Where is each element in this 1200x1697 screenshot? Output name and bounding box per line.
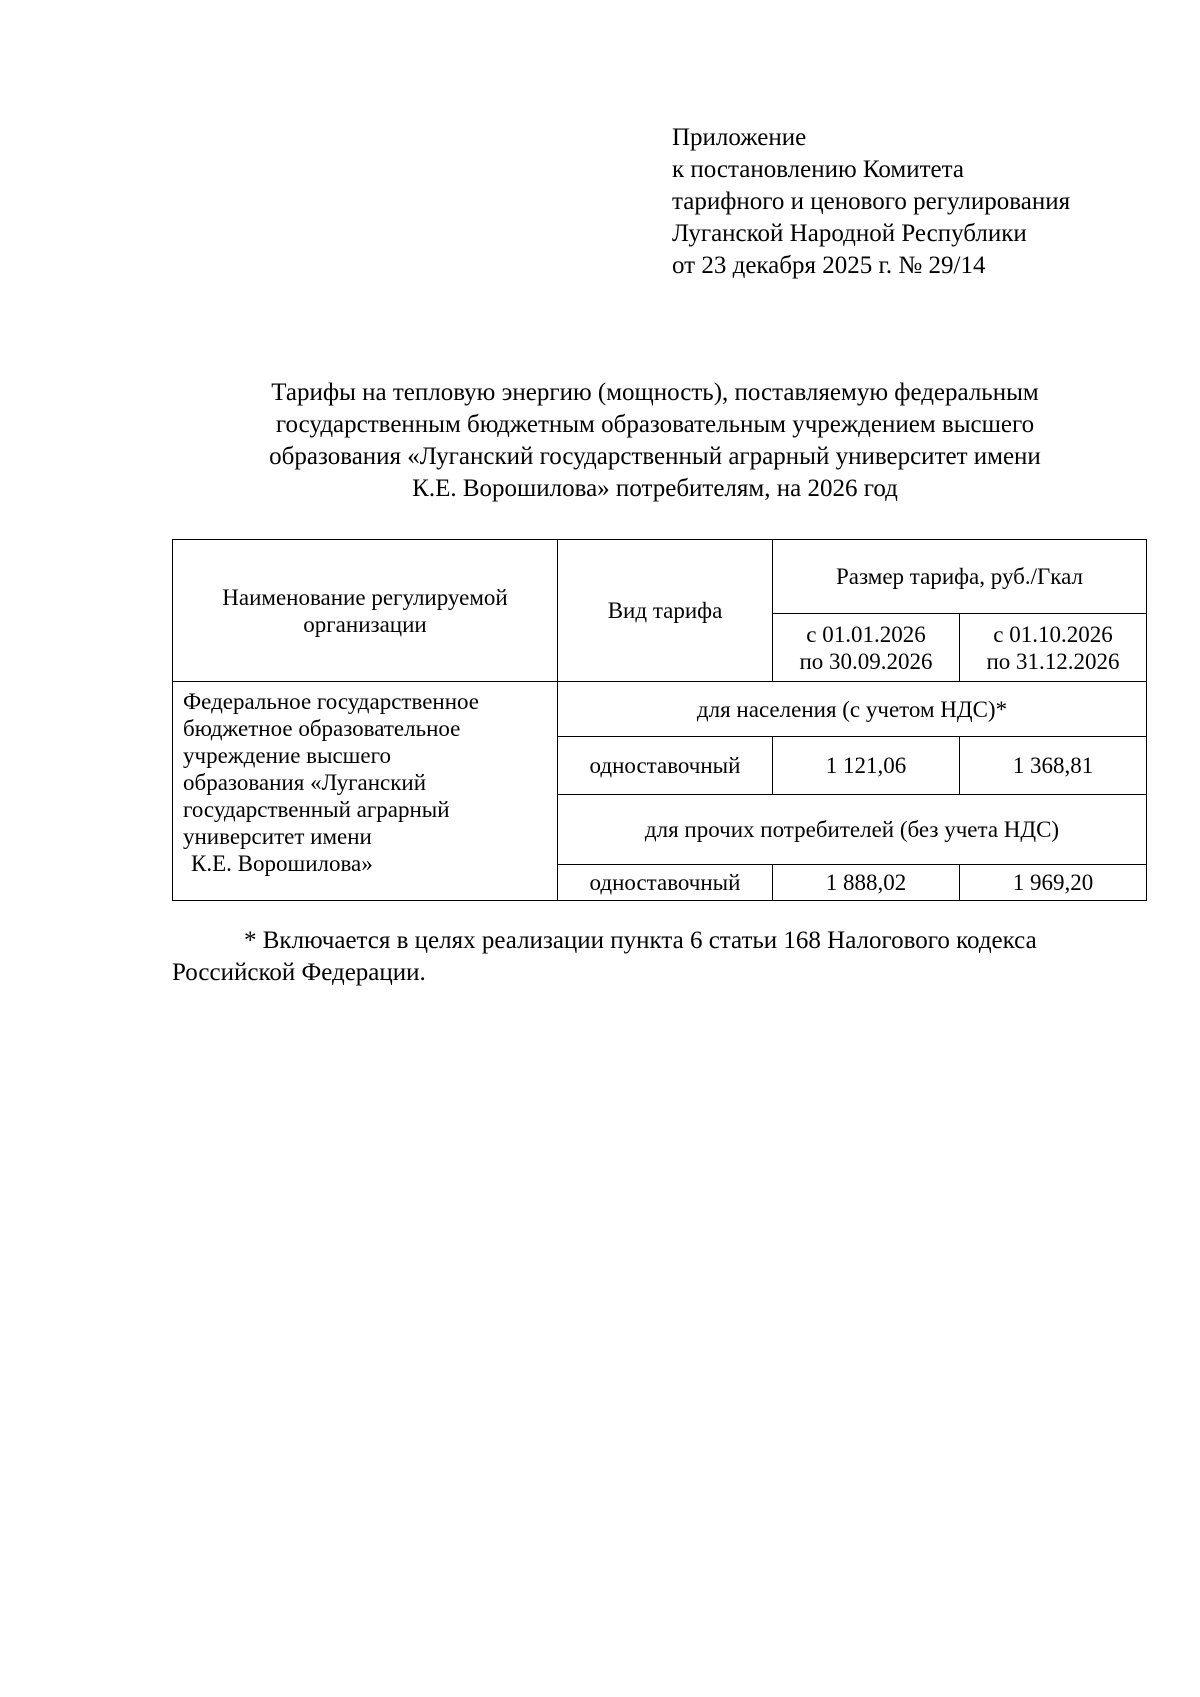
- org-name-line: учреждение высшего: [183, 743, 391, 768]
- org-name-line: бюджетное образовательное: [183, 716, 461, 741]
- org-name-line: государственный аграрный: [183, 797, 450, 822]
- tariff-value-cell: 1 121,06: [773, 737, 960, 795]
- table-row: [173, 682, 1147, 737]
- title-line: государственным бюджетным образовательным учреждением высшего: [275, 411, 1035, 438]
- appendix-line: тарифного и ценового регулирования: [672, 188, 1071, 215]
- header-org-name: Наименование регулируемой организации: [173, 540, 558, 682]
- table-header-row: [173, 540, 1147, 614]
- period-2-start: с 01.10.2026: [993, 621, 1113, 647]
- header-tariff-type: Вид тарифа: [558, 540, 773, 682]
- period-1-start: с 01.01.2026: [806, 621, 926, 647]
- footnote-line: Российской Федерации.: [172, 959, 426, 986]
- header-period-1: [773, 614, 960, 682]
- header-period-2: [960, 614, 1147, 682]
- group-label-other: для прочих потребителей (без учета НДС): [558, 795, 1147, 865]
- footnote-line: * Включается в целях реализации пункта 6 статьи 168 Налогового кодекса: [244, 927, 1037, 954]
- tariff-table: [172, 539, 1147, 901]
- header-tariff-size: Размер тарифа, руб./Гкал: [773, 540, 1147, 614]
- tariff-value-cell: 1 888,02: [773, 865, 960, 901]
- org-name-line: университет имени: [183, 824, 372, 849]
- appendix-line: к постановлению Комитета: [672, 156, 964, 183]
- appendix-block: [672, 122, 1070, 282]
- title-line: К.Е. Ворошилова» потребителям, на 2026 год: [412, 475, 898, 502]
- group-label-population: для населения (с учетом НДС)*: [558, 682, 1147, 737]
- title-line: Тарифы на тепловую энергию (мощность), поставляемую федеральным: [271, 379, 1039, 406]
- title-line: образования «Луганский государственный аграрный университет имени: [269, 443, 1041, 470]
- tariff-value-cell: 1 969,20: [960, 865, 1147, 901]
- appendix-line: Луганской Народной Республики: [672, 220, 1027, 247]
- org-name-cell: [173, 682, 558, 901]
- tariff-value-cell: 1 368,81: [960, 737, 1147, 795]
- footnote: [172, 925, 1146, 989]
- appendix-line: от 23 декабря 2025 г. № 29/14: [672, 252, 986, 279]
- tariff-type-cell: одноставочный: [558, 865, 773, 901]
- org-name-line: Федеральное государственное: [183, 689, 480, 714]
- org-name-line: К.Е. Ворошилова»: [191, 851, 373, 876]
- document-title: [170, 377, 1140, 505]
- period-2-end: по 31.12.2026: [986, 648, 1120, 674]
- appendix-line: Приложение: [672, 124, 807, 151]
- org-name-line: образования «Луганский: [183, 770, 427, 795]
- tariff-type-cell: одноставочный: [558, 737, 773, 795]
- period-1-end: по 30.09.2026: [799, 648, 933, 674]
